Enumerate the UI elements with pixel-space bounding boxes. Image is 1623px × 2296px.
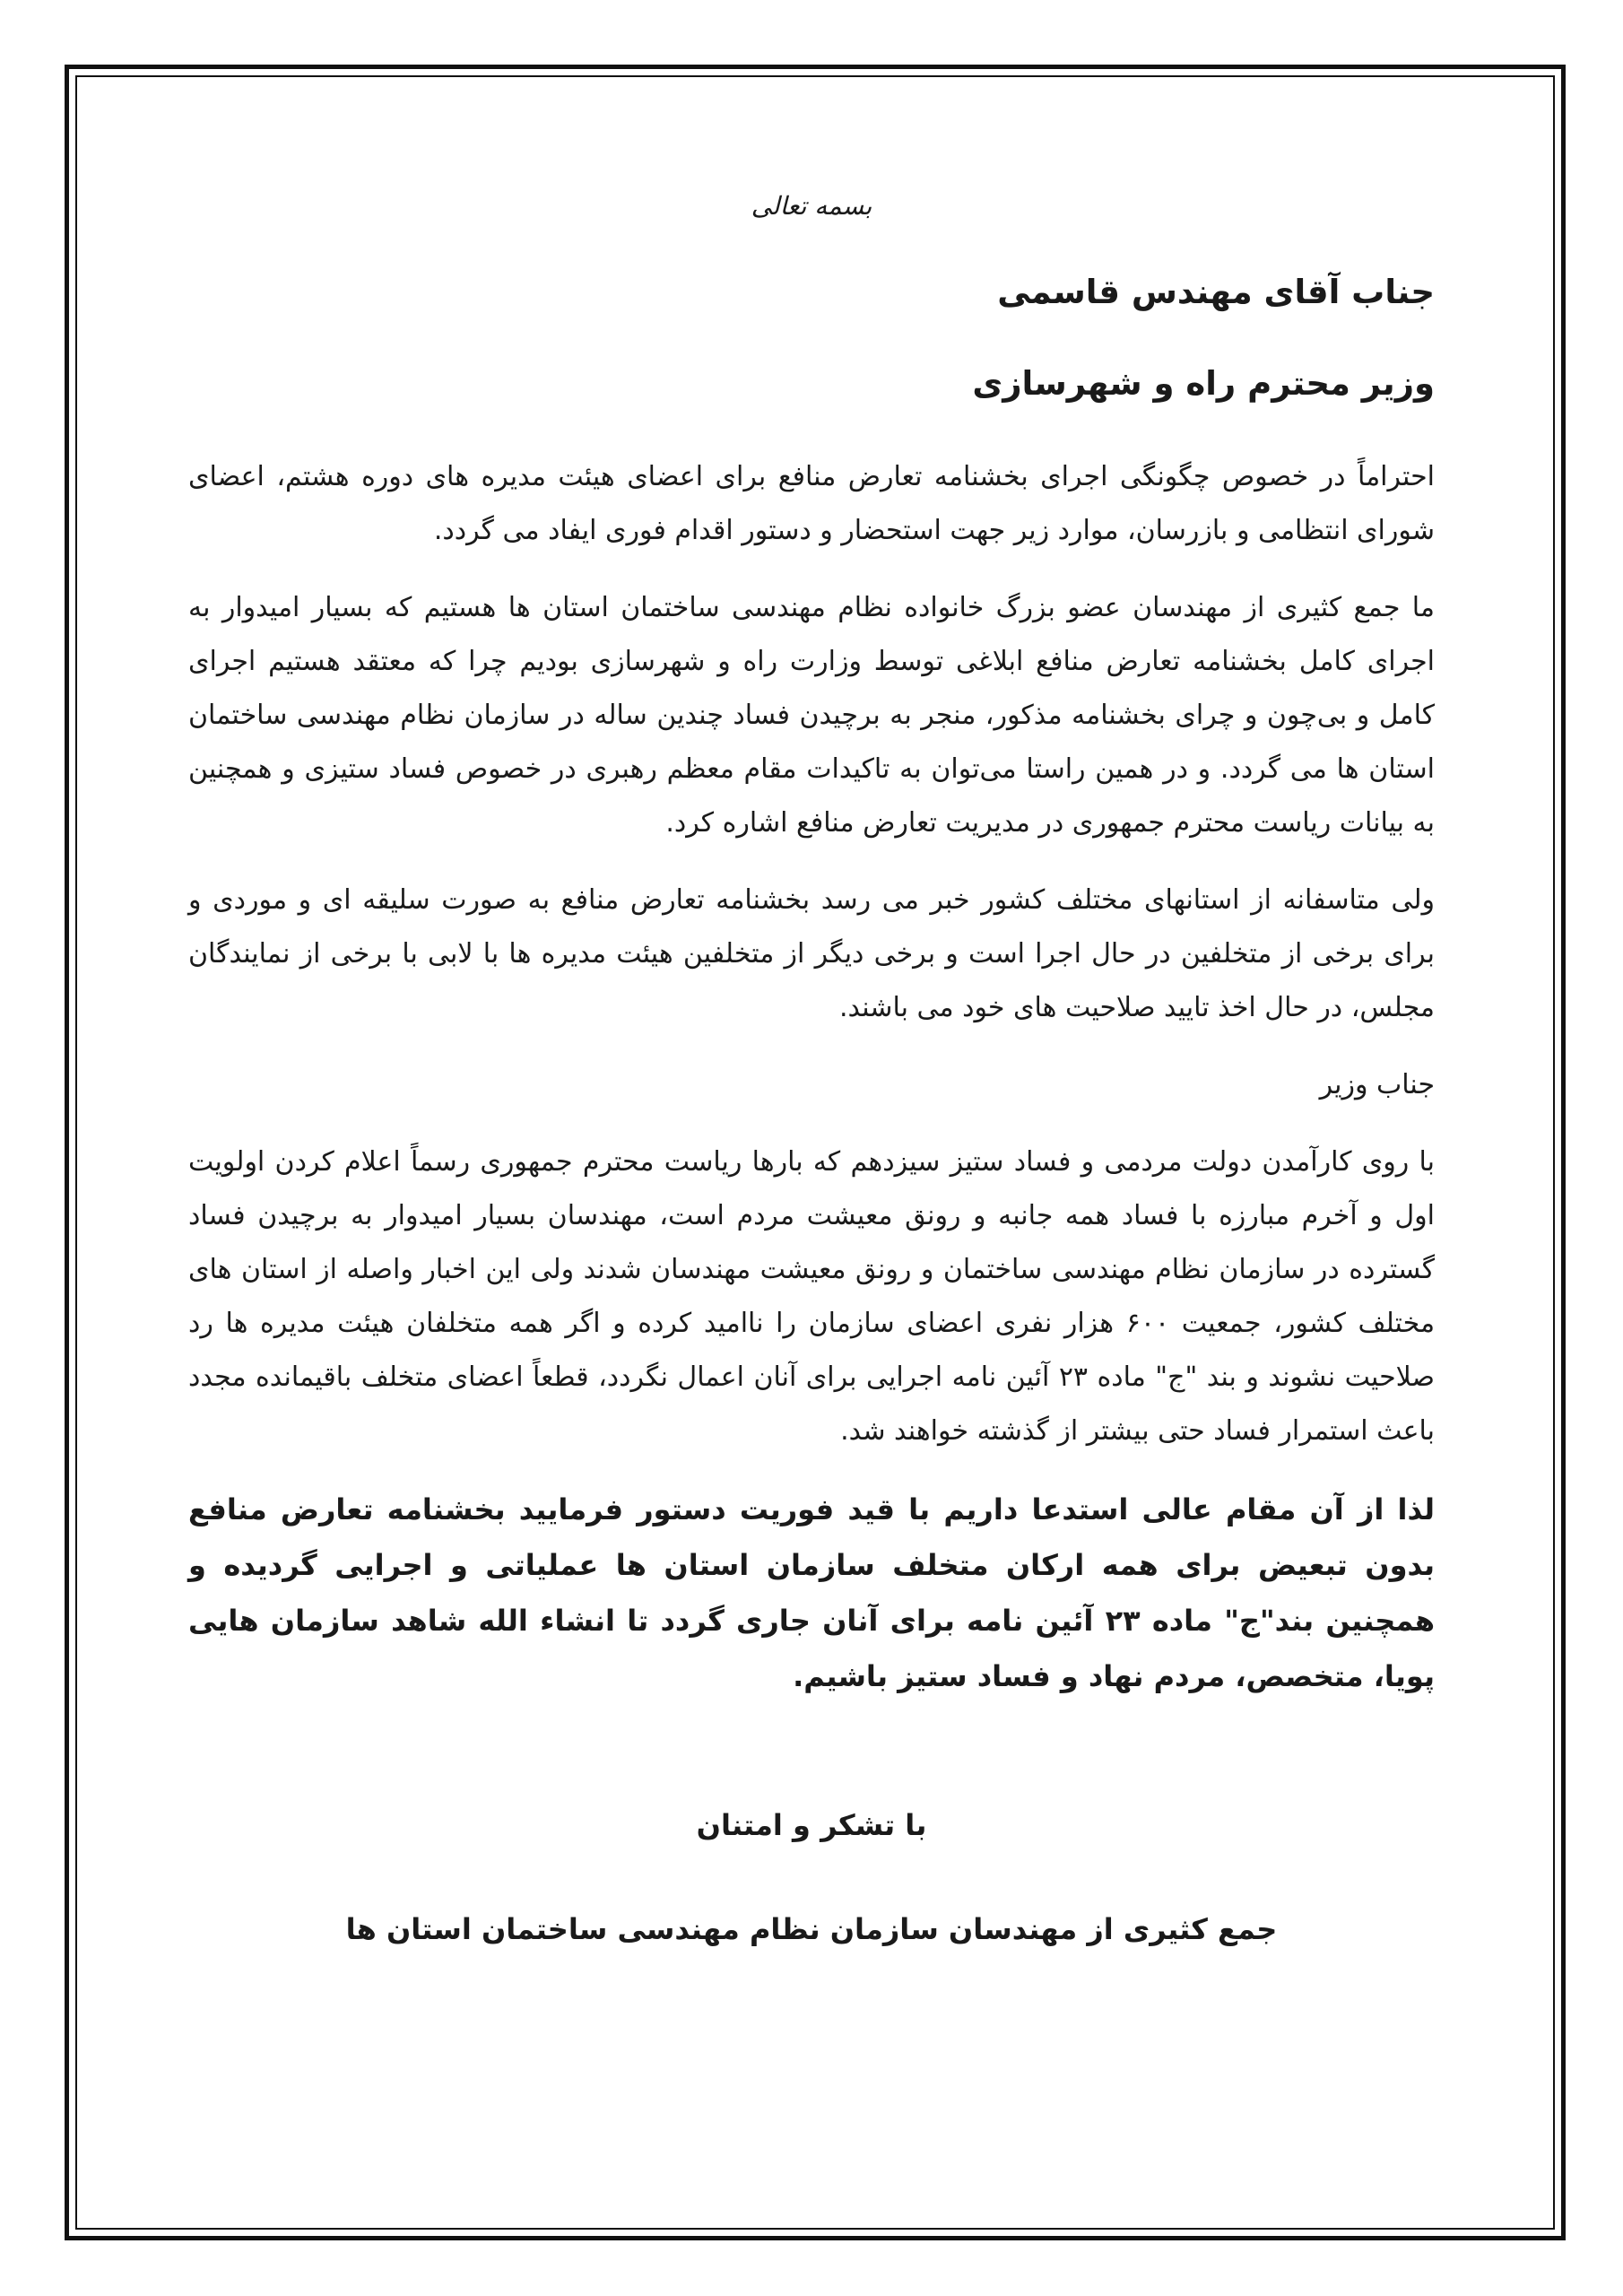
signature: جمع کثیری از مهندسان سازمان نظام مهندسی ساختمان استان ها <box>345 1912 1278 1946</box>
invocation-header: بسمه تعالی <box>751 191 872 221</box>
paragraph-government: با روی کارآمدن دولت مردمی و فساد ستیز سیزدهم که بارها ریاست محترم جمهوری رسماً اعلام کردن اولویت اول و آخرم مبارزه با فساد همه جانبه و رونق معیشت مردم است، مهندسان بسیار امیدوار به برچیدن فساد گسترده در سازمان نظام مهندسی ساختمان و رونق معیشت مهندسان شدند ولی این اخبار واصله از استان های مختلف کشور، جمعیت ۶۰۰ هزار نفری اعضای سازمان را ناامید کرده و اگر همه متخلفان هیئت مدیره ها رد صلاحیت نشوند و بند "ج" ماده ۲۳ آئین نامه اجرایی برای آنان اعمال نگردد، قطعاً اعضای متخلف باقیمانده مجدد باعث استمرار فساد حتی بیشتر از گذشته خواهند شد. <box>188 1146 1436 1447</box>
paragraph-expectation: ما جمع کثیری از مهندسان عضو بزرگ خانواده نظام مهندسی ساختمان استان ها هستیم که بسیار امیدوار به اجرای کامل بخشنامه تعارض منافع ابلاغی توسط وزارت راه و شهرسازی بودیم چرا که معتقد هستیم اجرای کامل و بی‌چون و چرای بخشنامه مذکور، منجر به برچیدن فساد چندین ساله در سازمان نظام مهندسی ساختمان استان ها می گردد. و در همین راستا می‌توان به تاکیدات مقام معظم رهبری در خصوص فساد ستیزی و همچنین به بیانات ریاست محترم جمهوری در مدیریت تعارض منافع اشاره کرد. <box>188 592 1435 839</box>
paragraph-concern: ولی متاسفانه از استانهای مختلف کشور خبر می رسد بخشنامه تعارض منافع به صورت سلیقه ای و موردی و برای برخی از متخلفین در حال اجرا است و برخی دیگر از متخلفین هیئت مدیره ها با لابی با برخی از نمایندگان مجلس، در حال اخذ تایید صلاحیت های خود می باشند. <box>188 884 1435 1023</box>
paragraph-request: لذا از آن مقام عالی استدعا داریم با قید فوریت دستور فرمایید بخشنامه تعارض منافع بدون تبعیض برای همه ارکان متخلف سازمان استان ها عملیاتی و اجرایی گردیده و همچنین بند"ج" ماده ۲۳ آئین نامه برای آنان جاری گردد تا انشاء الله شاهد سازمان هایی پویا، متخصص، مردم نهاد و فساد ستیز باشیم. <box>188 1492 1436 1693</box>
closing-thanks: با تشکر و امتنان <box>696 1808 927 1842</box>
letter-body <box>188 179 1435 1952</box>
salutation: جناب وزیر <box>1319 1069 1435 1100</box>
addressee-name: جناب آقای مهندس قاسمی <box>997 273 1435 311</box>
addressee-title: وزیر محترم راه و شهرسازی <box>972 364 1435 403</box>
paragraph-intro: احتراماً در خصوص چگونگی اجرای بخشنامه تعارض منافع برای اعضای هیئت مدیره های دوره هشتم، اعضای شورای انتظامی و بازرسان، موارد زیر جهت استحضار و دستور اقدام فوری ایفاد می گردد. <box>188 461 1435 546</box>
